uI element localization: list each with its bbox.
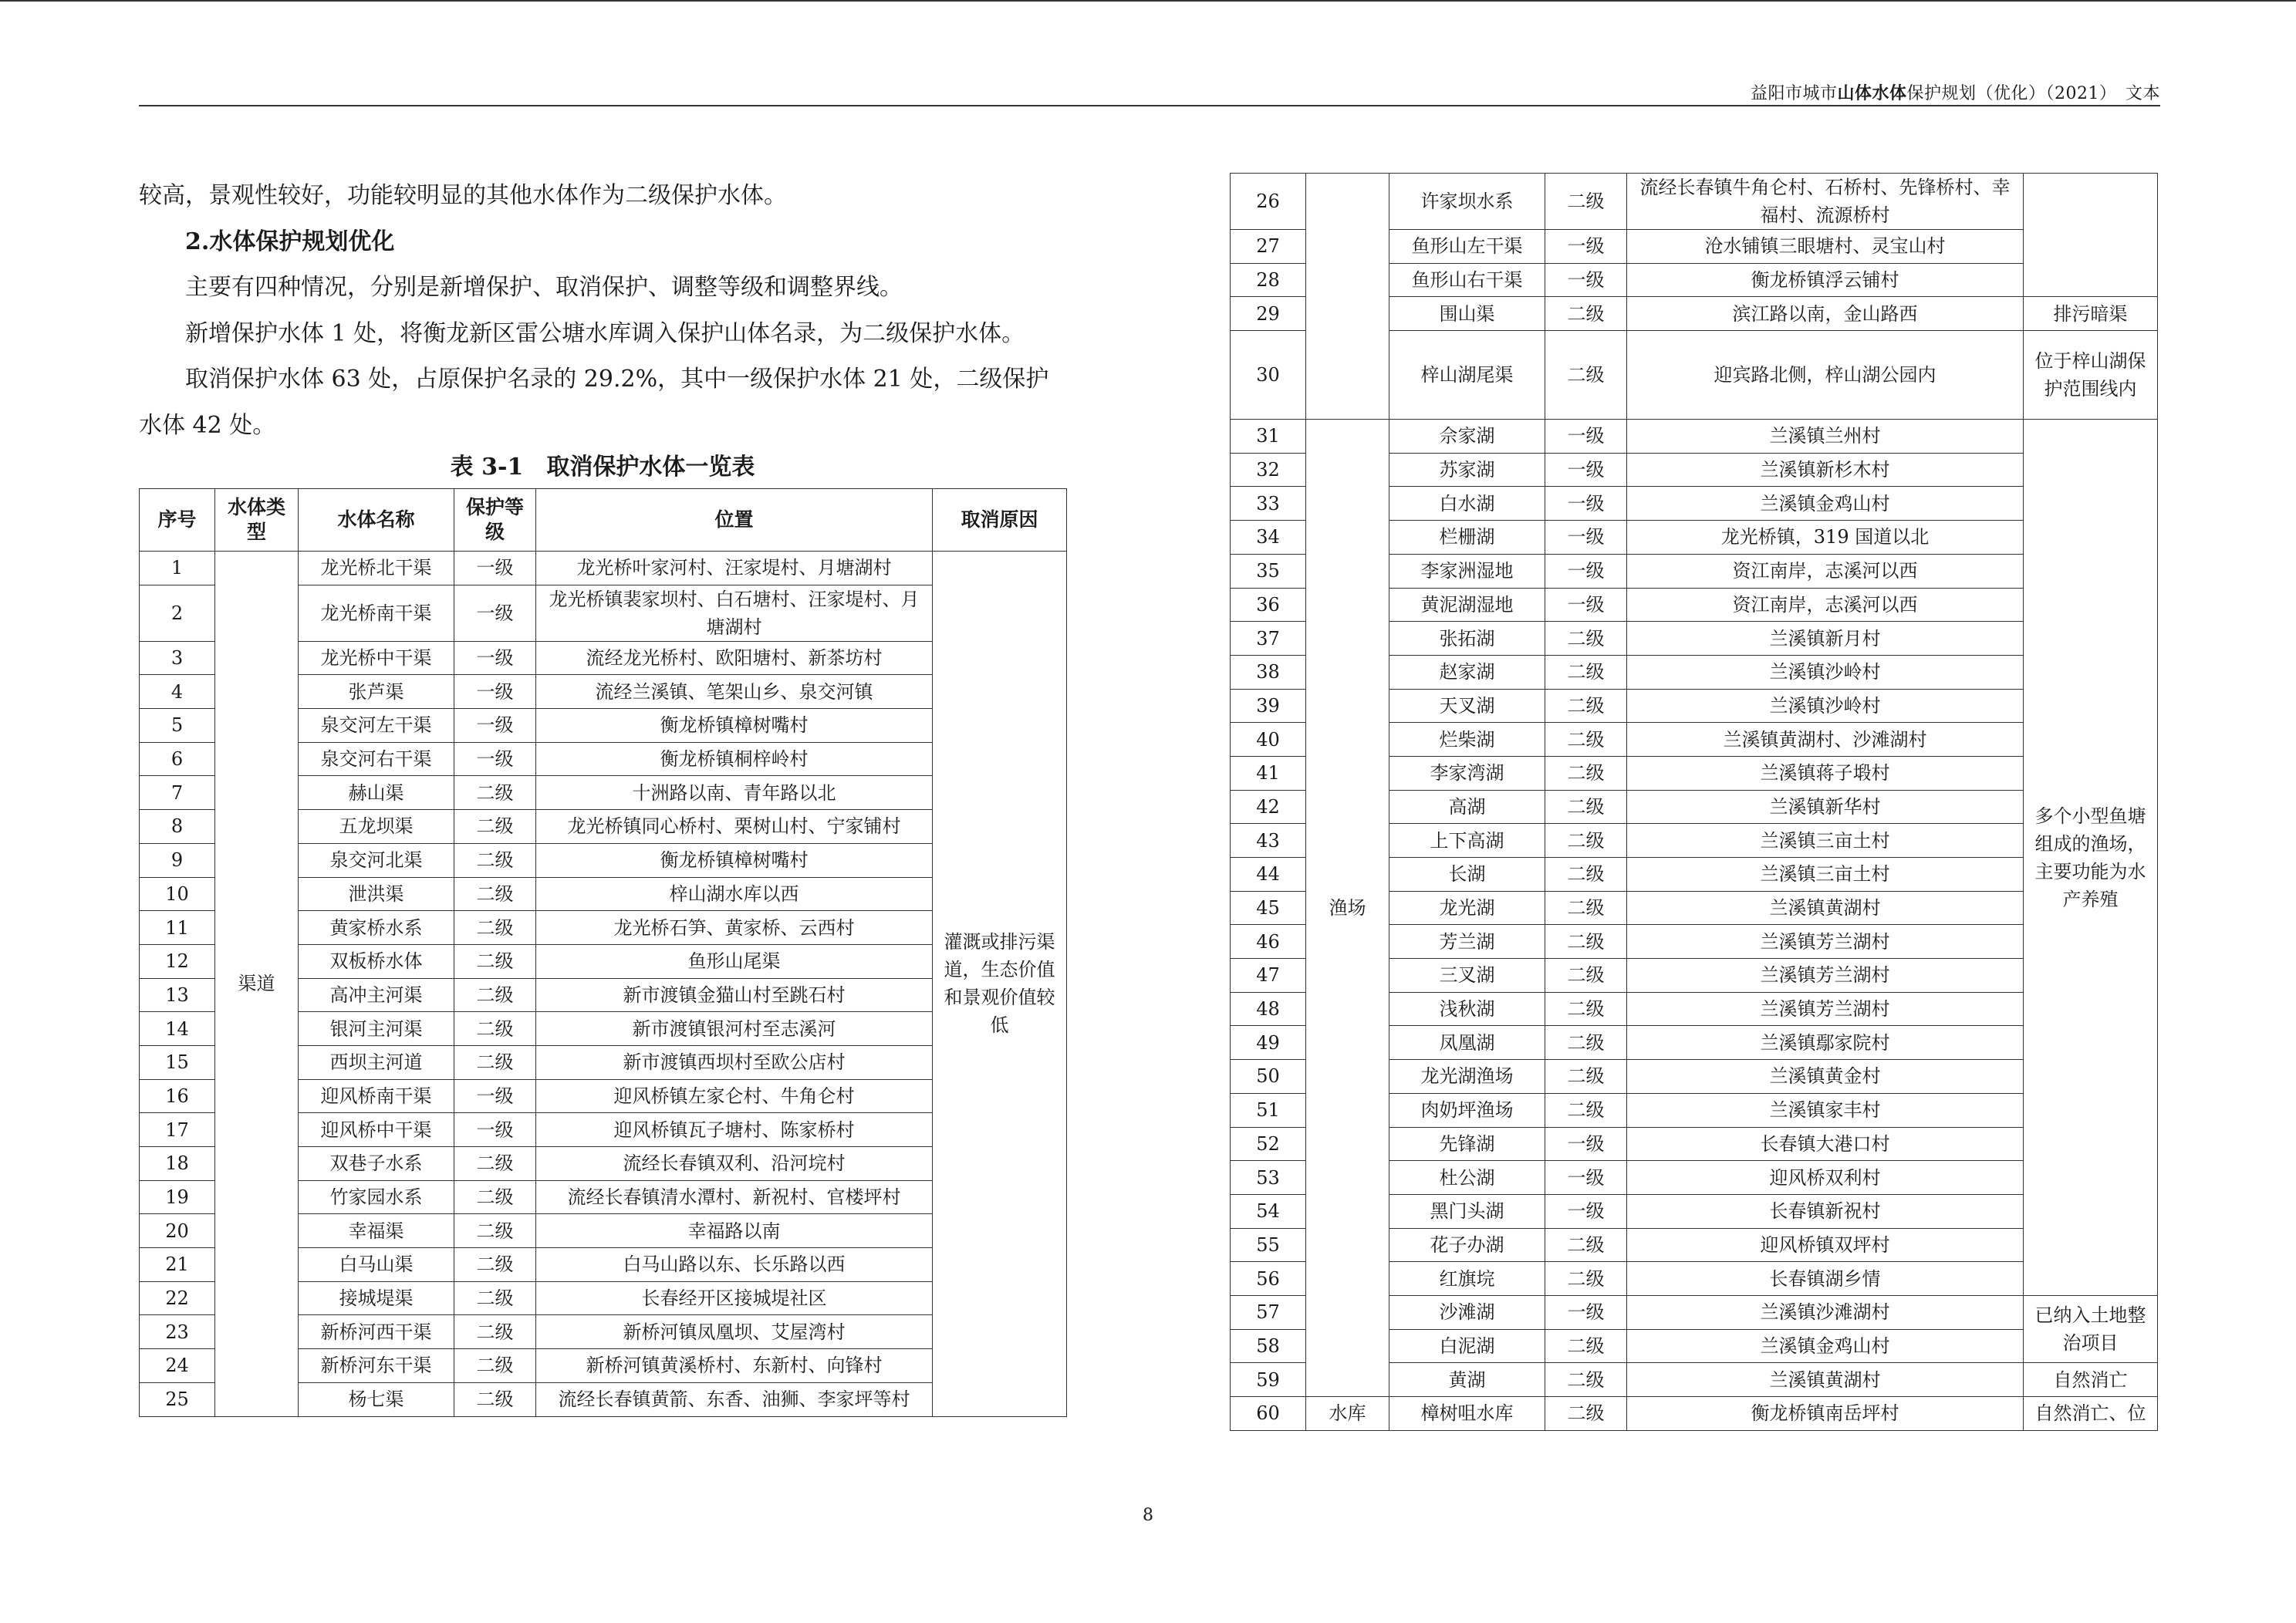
cell-level: 二级 — [454, 776, 536, 810]
cell-location: 兰溪镇三亩土村 — [1627, 858, 2024, 892]
cell-location: 资江南岸，志溪河以西 — [1627, 588, 2024, 622]
page-number: 8 — [1143, 1506, 1153, 1525]
cell-type: 渠道 — [215, 552, 299, 1417]
cell-level: 二级 — [1545, 723, 1627, 757]
cell-level: 二级 — [454, 911, 536, 945]
cell-location: 长春镇新祝村 — [1627, 1194, 2024, 1228]
cell-no: 15 — [140, 1045, 215, 1079]
cell-no: 31 — [1231, 420, 1306, 454]
cell-location: 衡龙桥镇浮云铺村 — [1627, 263, 2024, 297]
cell-no: 11 — [140, 911, 215, 945]
cell-level: 二级 — [454, 877, 536, 911]
cell-level: 二级 — [454, 843, 536, 877]
cell-name: 白泥湖 — [1389, 1329, 1545, 1363]
cell-level: 一级 — [1545, 1194, 1627, 1228]
cell-location: 新桥河镇凤凰坝、艾屋湾村 — [536, 1315, 933, 1349]
cell-location: 兰溪镇黄湖村、沙滩湖村 — [1627, 723, 2024, 757]
cell-level: 二级 — [454, 1315, 536, 1349]
cell-location: 龙光桥镇同心桥村、栗树山村、宁家铺村 — [536, 810, 933, 844]
cell-name: 黑门头湖 — [1389, 1194, 1545, 1228]
cell-level: 二级 — [454, 978, 536, 1012]
cell-level: 二级 — [1545, 1329, 1627, 1363]
cell-no: 26 — [1231, 174, 1306, 230]
cell-no: 50 — [1231, 1060, 1306, 1094]
cell-no: 35 — [1231, 554, 1306, 588]
cell-name: 苏家湖 — [1389, 453, 1545, 487]
cell-location: 迎风桥镇左家仑村、牛角仑村 — [536, 1079, 933, 1113]
cell-level: 一级 — [454, 641, 536, 675]
cell-name: 新桥河西干渠 — [299, 1315, 454, 1349]
cell-location: 兰溪镇鄢家院村 — [1627, 1026, 2024, 1060]
cell-level: 一级 — [1545, 521, 1627, 555]
cell-location: 衡龙桥镇樟树嘴村 — [536, 843, 933, 877]
cell-location: 龙光桥镇裴家坝村、白石塘村、汪家堤村、月塘湖村 — [536, 585, 933, 641]
cell-location: 资江南岸，志溪河以西 — [1627, 554, 2024, 588]
cell-level: 一级 — [454, 1079, 536, 1113]
cell-name: 沙滩湖 — [1389, 1295, 1545, 1329]
cell-name: 栏栅湖 — [1389, 521, 1545, 555]
cell-name: 烂柴湖 — [1389, 723, 1545, 757]
cell-type — [1306, 174, 1389, 420]
cell-location: 流经兰溪镇、笔架山乡、泉交河镇 — [536, 675, 933, 709]
table-row — [140, 552, 1067, 585]
cell-level: 二级 — [1545, 1093, 1627, 1127]
cell-level: 二级 — [1545, 622, 1627, 656]
cell-location: 兰溪镇三亩土村 — [1627, 824, 2024, 858]
cell-location: 兰溪镇金鸡山村 — [1627, 1329, 2024, 1363]
cell-level: 二级 — [1545, 1363, 1627, 1397]
cell-location: 兰溪镇沙滩湖村 — [1627, 1295, 2024, 1329]
cell-location: 幸福路以南 — [536, 1214, 933, 1248]
cell-level: 二级 — [1545, 1026, 1627, 1060]
cell-location: 长春镇大港口村 — [1627, 1127, 2024, 1161]
cell-name: 龙光桥南干渠 — [299, 585, 454, 641]
cell-level: 二级 — [454, 1248, 536, 1282]
cell-name: 迎风桥南干渠 — [299, 1079, 454, 1113]
cell-location: 新市渡镇西坝村至欧公店村 — [536, 1045, 933, 1079]
cell-name: 双板桥水体 — [299, 944, 454, 978]
cell-name: 泉交河右干渠 — [299, 742, 454, 776]
cell-location: 流经龙光桥村、欧阳塘村、新茶坊村 — [536, 641, 933, 675]
cell-name: 白马山渠 — [299, 1248, 454, 1282]
cell-location: 梓山湖水库以西 — [536, 877, 933, 911]
cell-level: 二级 — [1545, 331, 1627, 420]
cell-no: 6 — [140, 742, 215, 776]
cell-no: 43 — [1231, 824, 1306, 858]
cell-name: 五龙坝渠 — [299, 810, 454, 844]
cell-name: 樟树咀水库 — [1389, 1397, 1545, 1431]
cell-no: 52 — [1231, 1127, 1306, 1161]
cell-reason: 已纳入土地整治项目 — [2024, 1295, 2158, 1362]
cell-name: 围山渠 — [1389, 297, 1545, 331]
cell-name: 花子办湖 — [1389, 1228, 1545, 1262]
cell-no: 19 — [140, 1180, 215, 1214]
removed-water-bodies-table-left — [139, 488, 1067, 1417]
cell-name: 红旗垸 — [1389, 1262, 1545, 1296]
cell-no: 42 — [1231, 790, 1306, 824]
cell-level: 一级 — [454, 675, 536, 709]
cell-no: 56 — [1231, 1262, 1306, 1296]
cell-name: 鱼形山左干渠 — [1389, 230, 1545, 264]
cell-no: 58 — [1231, 1329, 1306, 1363]
cell-name: 浅秋湖 — [1389, 992, 1545, 1026]
cell-name: 芳兰湖 — [1389, 925, 1545, 959]
cell-location: 新市渡镇银河村至志溪河 — [536, 1012, 933, 1046]
cell-no: 33 — [1231, 487, 1306, 521]
cell-no: 28 — [1231, 263, 1306, 297]
cell-no: 54 — [1231, 1194, 1306, 1228]
running-header — [139, 77, 2160, 106]
cell-name: 杜公湖 — [1389, 1161, 1545, 1195]
cell-level: 一级 — [454, 1113, 536, 1147]
table-row — [1231, 420, 2158, 454]
cell-no: 29 — [1231, 297, 1306, 331]
cell-level: 一级 — [454, 709, 536, 743]
cell-level: 二级 — [1545, 1060, 1627, 1094]
cell-name: 赵家湖 — [1389, 655, 1545, 689]
cell-location: 迎风桥镇双坪村 — [1627, 1228, 2024, 1262]
cell-location: 迎风桥镇瓦子塘村、陈家桥村 — [536, 1113, 933, 1147]
cell-location: 兰溪镇新华村 — [1627, 790, 2024, 824]
cell-name: 龙光湖渔场 — [1389, 1060, 1545, 1094]
cell-no: 21 — [140, 1248, 215, 1282]
cell-location: 长春经开区接城堤社区 — [536, 1281, 933, 1315]
cell-name: 杨七渠 — [299, 1382, 454, 1416]
cell-name: 双巷子水系 — [299, 1147, 454, 1181]
cell-name: 鱼形山右干渠 — [1389, 263, 1545, 297]
cell-level: 二级 — [1545, 858, 1627, 892]
cell-name: 泄洪渠 — [299, 877, 454, 911]
cell-reason: 多个小型鱼塘组成的渔场，主要功能为水产养殖 — [2024, 420, 2158, 1296]
cell-level: 二级 — [454, 944, 536, 978]
cell-no: 17 — [140, 1113, 215, 1147]
cell-location: 新市渡镇金猫山村至跳石村 — [536, 978, 933, 1012]
cell-name: 幸福渠 — [299, 1214, 454, 1248]
cell-location: 流经长春镇牛角仑村、石桥村、先锋桥村、幸福村、流源桥村 — [1627, 174, 2024, 230]
cell-no: 47 — [1231, 959, 1306, 993]
cell-location: 龙光桥石笋、黄家桥、云西村 — [536, 911, 933, 945]
cell-name: 高冲主河渠 — [299, 978, 454, 1012]
cell-level: 二级 — [454, 1045, 536, 1079]
cell-name: 竹家园水系 — [299, 1180, 454, 1214]
cell-location: 兰溪镇沙岭村 — [1627, 655, 2024, 689]
cell-no: 34 — [1231, 521, 1306, 555]
cell-no: 23 — [140, 1315, 215, 1349]
cell-name: 黄泥湖湿地 — [1389, 588, 1545, 622]
cell-no: 46 — [1231, 925, 1306, 959]
cell-no: 1 — [140, 552, 215, 585]
cell-name: 新桥河东干渠 — [299, 1349, 454, 1383]
cell-no: 20 — [140, 1214, 215, 1248]
cell-level: 二级 — [1545, 297, 1627, 331]
cell-name: 李家洲湿地 — [1389, 554, 1545, 588]
cell-name: 白水湖 — [1389, 487, 1545, 521]
cell-location: 兰溪镇沙岭村 — [1627, 689, 2024, 723]
header-name: 水体名称 — [299, 489, 454, 552]
cell-no: 14 — [140, 1012, 215, 1046]
cell-name: 黄家桥水系 — [299, 911, 454, 945]
cell-name: 赫山渠 — [299, 776, 454, 810]
cell-no: 25 — [140, 1382, 215, 1416]
cell-level: 二级 — [454, 1147, 536, 1181]
cell-name: 龙光湖 — [1389, 891, 1545, 925]
cell-no: 45 — [1231, 891, 1306, 925]
cell-reason: 自然消亡 — [2024, 1363, 2158, 1397]
cell-location: 兰溪镇金鸡山村 — [1627, 487, 2024, 521]
cell-location: 流经长春镇双利、沿河垸村 — [536, 1147, 933, 1181]
cell-level: 二级 — [1545, 756, 1627, 790]
cell-location: 长春镇湖乡情 — [1627, 1262, 2024, 1296]
cell-no: 27 — [1231, 230, 1306, 264]
cell-no: 60 — [1231, 1397, 1306, 1431]
cell-no: 48 — [1231, 992, 1306, 1026]
header-level: 保护等级 — [454, 489, 536, 552]
cell-location: 迎风桥双利村 — [1627, 1161, 2024, 1195]
cell-level: 一级 — [1545, 1295, 1627, 1329]
cell-type: 渔场 — [1306, 420, 1389, 1397]
cell-name: 张芦渠 — [299, 675, 454, 709]
cell-name: 银河主河渠 — [299, 1012, 454, 1046]
cell-level: 二级 — [454, 1180, 536, 1214]
cell-no: 38 — [1231, 655, 1306, 689]
cell-no: 53 — [1231, 1161, 1306, 1195]
cell-location: 兰溪镇芳兰湖村 — [1627, 925, 2024, 959]
cell-name: 先锋湖 — [1389, 1127, 1545, 1161]
cell-name: 凤凰湖 — [1389, 1026, 1545, 1060]
cell-location: 十洲路以南、青年路以北 — [536, 776, 933, 810]
header-location: 位置 — [536, 489, 933, 552]
cell-reason — [2024, 174, 2158, 297]
cell-location: 兰溪镇新杉木村 — [1627, 453, 2024, 487]
cell-level: 二级 — [1545, 790, 1627, 824]
cell-location: 兰溪镇黄湖村 — [1627, 891, 2024, 925]
cell-level: 一级 — [1545, 263, 1627, 297]
cell-no: 51 — [1231, 1093, 1306, 1127]
cell-name: 三叉湖 — [1389, 959, 1545, 993]
cell-location: 龙光桥镇，319 国道以北 — [1627, 521, 2024, 555]
cell-no: 3 — [140, 641, 215, 675]
cell-name: 肉奶坪渔场 — [1389, 1093, 1545, 1127]
cell-level: 二级 — [454, 1382, 536, 1416]
cell-reason: 自然消亡、位 — [2024, 1397, 2158, 1431]
header-text: 益阳市城市山体水体保护规划（优化）（2021） 文本 — [1750, 83, 2160, 103]
header-type: 水体类型 — [215, 489, 299, 552]
cell-no: 5 — [140, 709, 215, 743]
cell-no: 16 — [140, 1079, 215, 1113]
cell-level: 一级 — [454, 585, 536, 641]
cell-no: 30 — [1231, 331, 1306, 420]
cell-location: 兰溪镇兰州村 — [1627, 420, 2024, 454]
cell-reason: 排污暗渠 — [2024, 297, 2158, 331]
cell-location: 沧水铺镇三眼塘村、灵宝山村 — [1627, 230, 2024, 264]
cell-name: 长湖 — [1389, 858, 1545, 892]
cell-level: 二级 — [1545, 1228, 1627, 1262]
cell-no: 40 — [1231, 723, 1306, 757]
cell-level: 二级 — [454, 810, 536, 844]
removed-water-bodies-table-right — [1230, 173, 2158, 1431]
cell-location: 流经长春镇清水潭村、新祝村、官楼坪村 — [536, 1180, 933, 1214]
paragraph-continuation: 较高，景观性较好，功能较明显的其他水体作为二级保护水体。 — [139, 182, 787, 209]
cell-location: 衡龙桥镇樟树嘴村 — [536, 709, 933, 743]
cell-location: 兰溪镇芳兰湖村 — [1627, 959, 2024, 993]
cell-no: 2 — [140, 585, 215, 641]
cell-location: 龙光桥叶家河村、汪家堤村、月塘湖村 — [536, 552, 933, 585]
cell-level: 一级 — [454, 552, 536, 585]
cell-name: 佘家湖 — [1389, 420, 1545, 454]
cell-location: 兰溪镇蒋子塅村 — [1627, 756, 2024, 790]
cell-location: 鱼形山尾渠 — [536, 944, 933, 978]
cell-level: 二级 — [454, 1281, 536, 1315]
cell-name: 上下高湖 — [1389, 824, 1545, 858]
cell-location: 白马山路以东、长乐路以西 — [536, 1248, 933, 1282]
cell-level: 一级 — [1545, 420, 1627, 454]
paragraph-added: 新增保护水体 1 处，将衡龙新区雷公塘水库调入保护山体名录，为二级保护水体。 — [185, 320, 1025, 347]
cell-no: 37 — [1231, 622, 1306, 656]
cell-level: 二级 — [454, 1214, 536, 1248]
cell-location: 滨江路以南，金山路西 — [1627, 297, 2024, 331]
cell-level: 一级 — [1545, 554, 1627, 588]
cell-name: 接城堤渠 — [299, 1281, 454, 1315]
cell-name: 西坝主河道 — [299, 1045, 454, 1079]
table-caption: 表 3-1 取消保护水体一览表 — [450, 454, 755, 481]
cell-level: 一级 — [1545, 1161, 1627, 1195]
cell-name: 黄湖 — [1389, 1363, 1545, 1397]
cell-level: 一级 — [1545, 1127, 1627, 1161]
cell-no: 12 — [140, 944, 215, 978]
cell-no: 55 — [1231, 1228, 1306, 1262]
cell-no: 22 — [140, 1281, 215, 1315]
cell-name: 高湖 — [1389, 790, 1545, 824]
cell-no: 39 — [1231, 689, 1306, 723]
table-row — [1231, 174, 2158, 230]
cell-no: 49 — [1231, 1026, 1306, 1060]
cell-no: 36 — [1231, 588, 1306, 622]
cell-name: 龙光桥中干渠 — [299, 641, 454, 675]
cell-level: 二级 — [454, 1349, 536, 1383]
cell-name: 李家湾湖 — [1389, 756, 1545, 790]
cell-no: 57 — [1231, 1295, 1306, 1329]
cell-level: 一级 — [1545, 588, 1627, 622]
cell-level: 二级 — [1545, 174, 1627, 230]
cell-no: 41 — [1231, 756, 1306, 790]
cell-name: 许家坝水系 — [1389, 174, 1545, 230]
cell-no: 59 — [1231, 1363, 1306, 1397]
cell-name: 龙光桥北干渠 — [299, 552, 454, 585]
cell-level: 一级 — [454, 742, 536, 776]
cell-level: 二级 — [1545, 1397, 1627, 1431]
cell-level: 二级 — [1545, 824, 1627, 858]
cell-location: 新桥河镇黄溪桥村、东新村、向锋村 — [536, 1349, 933, 1383]
cell-level: 二级 — [1545, 959, 1627, 993]
cell-no: 10 — [140, 877, 215, 911]
cell-location: 兰溪镇黄金村 — [1627, 1060, 2024, 1094]
cell-name: 梓山湖尾渠 — [1389, 331, 1545, 420]
cell-location: 流经长春镇黄箭、东香、油狮、李家坪等村 — [536, 1382, 933, 1416]
cell-no: 44 — [1231, 858, 1306, 892]
cell-no: 18 — [140, 1147, 215, 1181]
cell-name: 迎风桥中干渠 — [299, 1113, 454, 1147]
cell-level: 二级 — [1545, 689, 1627, 723]
section-heading: 2.水体保护规划优化 — [185, 228, 395, 255]
cell-location: 迎宾路北侧，梓山湖公园内 — [1627, 331, 2024, 420]
cell-level: 二级 — [1545, 655, 1627, 689]
cell-level: 二级 — [1545, 1262, 1627, 1296]
cell-location: 兰溪镇芳兰湖村 — [1627, 992, 2024, 1026]
cell-level: 一级 — [1545, 453, 1627, 487]
cell-name: 泉交河左干渠 — [299, 709, 454, 743]
cell-location: 兰溪镇家丰村 — [1627, 1093, 2024, 1127]
table-row — [1231, 1397, 2158, 1431]
cell-location: 衡龙桥镇南岳坪村 — [1627, 1397, 2024, 1431]
cell-name: 天叉湖 — [1389, 689, 1545, 723]
cell-location: 兰溪镇新月村 — [1627, 622, 2024, 656]
cell-reason: 位于梓山湖保护范围线内 — [2024, 331, 2158, 420]
cell-level: 一级 — [1545, 230, 1627, 264]
cell-type: 水库 — [1306, 1397, 1389, 1431]
cell-no: 9 — [140, 843, 215, 877]
cell-no: 13 — [140, 978, 215, 1012]
cell-location: 兰溪镇黄湖村 — [1627, 1363, 2024, 1397]
cell-name: 泉交河北渠 — [299, 843, 454, 877]
cell-level: 二级 — [1545, 992, 1627, 1026]
cell-no: 24 — [140, 1349, 215, 1383]
cell-reason: 灌溉或排污渠道，生态价值和景观价值较低 — [933, 552, 1067, 1417]
cell-level: 一级 — [1545, 487, 1627, 521]
cell-no: 7 — [140, 776, 215, 810]
header-reason: 取消原因 — [933, 489, 1067, 552]
cell-no: 4 — [140, 675, 215, 709]
cell-name: 张拓湖 — [1389, 622, 1545, 656]
cell-level: 二级 — [1545, 925, 1627, 959]
cell-no: 32 — [1231, 453, 1306, 487]
table-header-row — [140, 489, 1067, 552]
paragraph-removed: 取消保护水体 63 处，占原保护名录的 29.2%，其中一级保护水体 21 处，二级保护水体 42 处。 — [139, 366, 1049, 439]
cell-level: 二级 — [1545, 891, 1627, 925]
header-no: 序号 — [140, 489, 215, 552]
cell-no: 8 — [140, 810, 215, 844]
paragraph-cases: 主要有四种情况，分别是新增保护、取消保护、调整等级和调整界线。 — [185, 274, 903, 301]
cell-location: 衡龙桥镇桐梓岭村 — [536, 742, 933, 776]
cell-level: 二级 — [454, 1012, 536, 1046]
top-border — [0, 0, 2296, 2]
